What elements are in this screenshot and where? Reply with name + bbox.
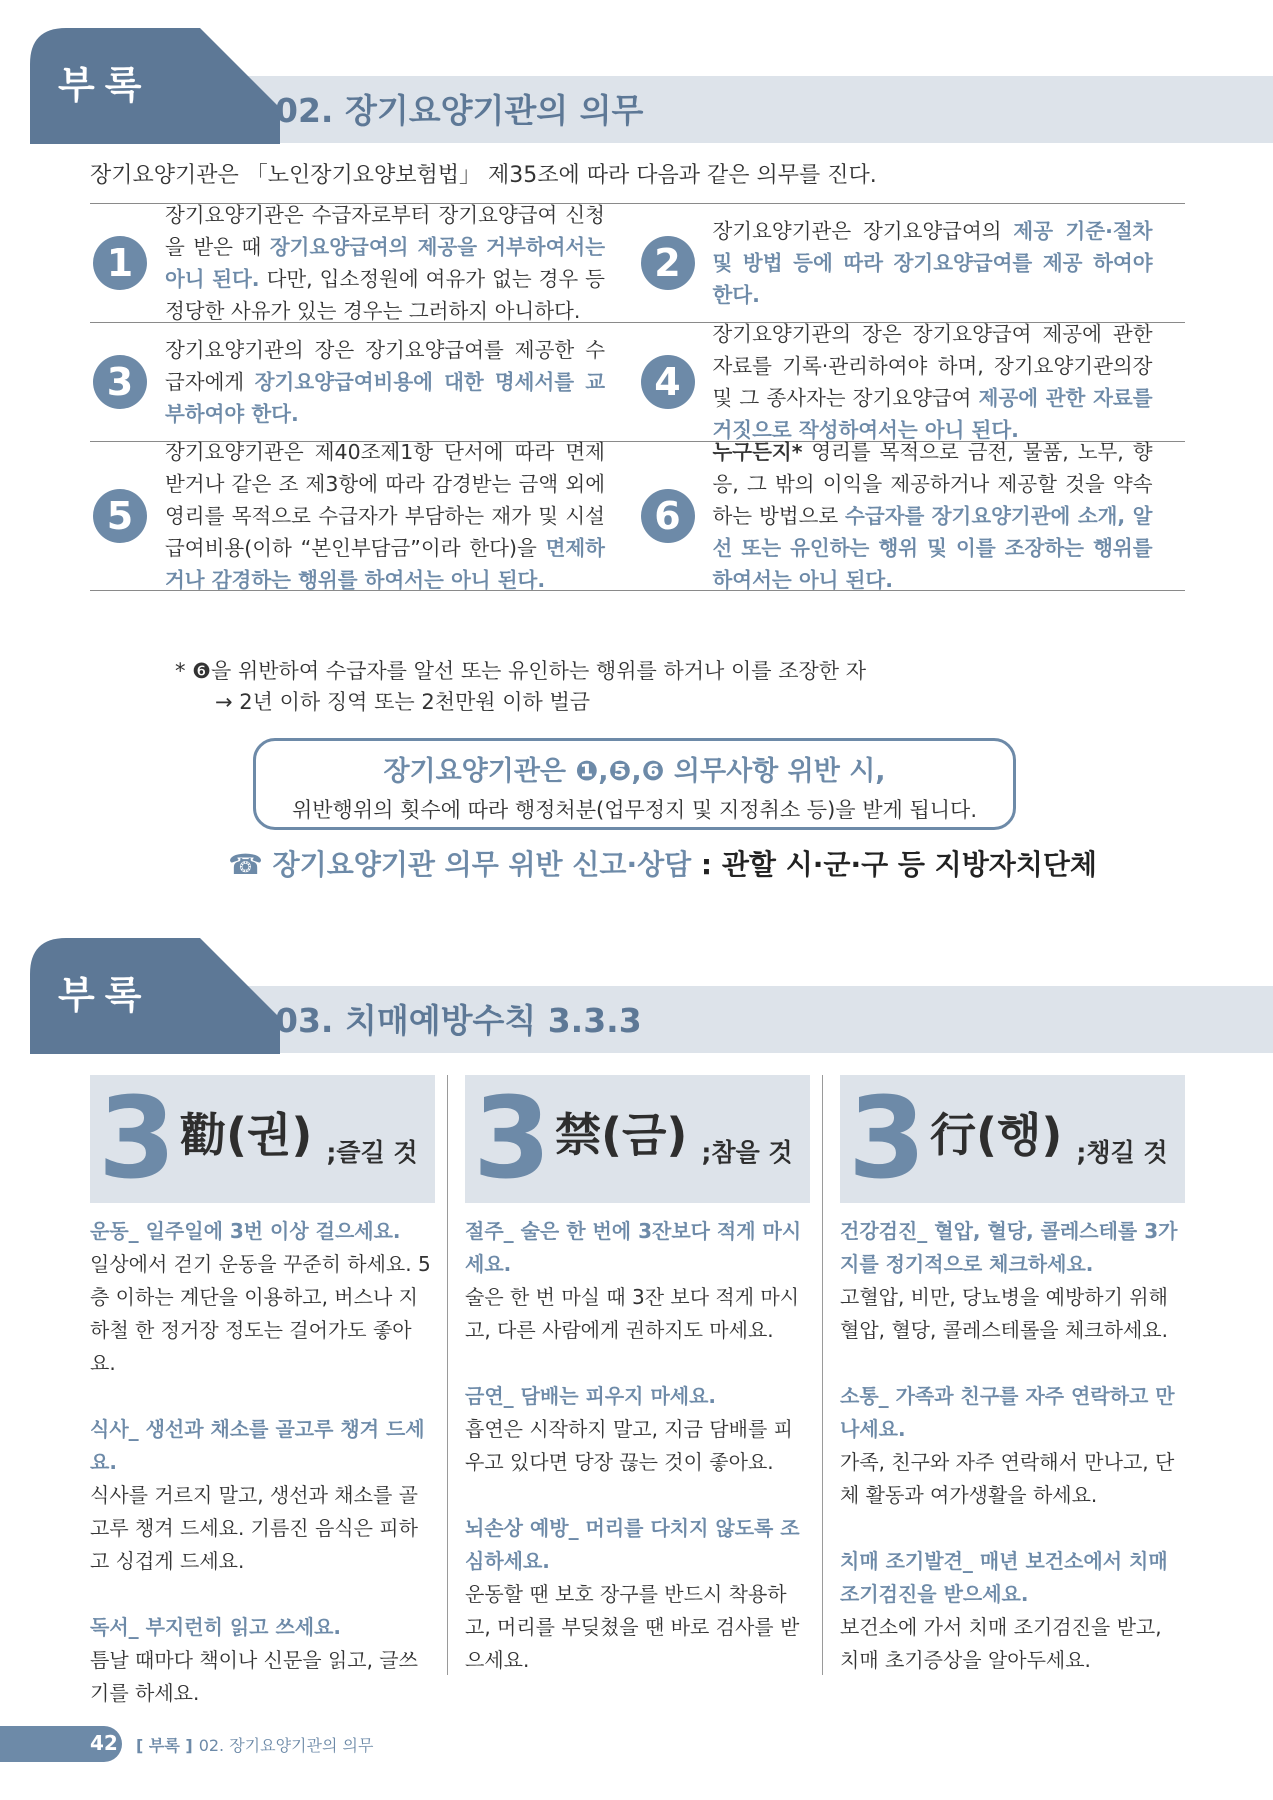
duty-row bbox=[90, 441, 1185, 591]
duty-item bbox=[638, 442, 1186, 590]
report-value: : 관할 시·군·구 등 지방자치단체 bbox=[691, 848, 1097, 881]
rule-column-body bbox=[840, 1203, 1185, 1677]
duty-text-part: 제공에 관한 자료를 거짓으로 작성하여서는 아니 된다. bbox=[712, 386, 1153, 442]
duty-text bbox=[165, 334, 605, 430]
rule-meaning: ;챙길 것 bbox=[1076, 1138, 1168, 1167]
duty-text-part: 다만, 입소정원에 여유가 없는 경우 등 정당한 사유가 있는 경우는 그러하지 아니하다. bbox=[165, 267, 605, 323]
duty-text-part: 장기요양급여비용에 대한 명세서를 교부하여야 한다. bbox=[165, 370, 605, 426]
callout-line2: 위반행위의 횟수에 따라 행정처분(업무정지 및 지정취소 등)을 받게 됩니다. bbox=[291, 798, 978, 822]
penalty-note-line1: * ❻을 위반하여 수급자를 알선 또는 유인하는 행위를 하거나 이를 조장한 자 bbox=[175, 659, 867, 683]
rule-column-header bbox=[90, 1075, 435, 1203]
rule-item-title: 소통_ 가족과 친구를 자주 연락하고 만나세요. bbox=[840, 1384, 1175, 1441]
rule-item bbox=[465, 1215, 810, 1347]
section-header-duties bbox=[0, 28, 1273, 148]
rule-item bbox=[90, 1611, 435, 1710]
rule-item-text: 식사를 거르지 말고, 생선과 채소를 골고루 챙겨 드세요. 기름진 음식은 피하고 싱겁게 드세요. bbox=[90, 1483, 418, 1573]
appendix-tab-label: 부록 bbox=[58, 973, 152, 1017]
duty-number-badge: 6 bbox=[641, 489, 695, 543]
rule-item bbox=[840, 1545, 1185, 1677]
rule-item-text: 흡연은 시작하지 말고, 지금 담배를 피우고 있다면 당장 끊는 것이 좋아요. bbox=[465, 1417, 793, 1474]
section-header-dementia bbox=[0, 938, 1273, 1058]
duty-item bbox=[638, 323, 1186, 441]
footer-section: 02. 장기요양기관의 의무 bbox=[198, 1736, 374, 1755]
rule-item-title: 금연_ 담배는 피우지 마세요. bbox=[465, 1384, 717, 1408]
rule-item-title: 운동_ 일주일에 3번 이상 걸으세요. bbox=[90, 1219, 401, 1243]
duty-text bbox=[713, 436, 1153, 596]
rule-item-title: 뇌손상 예방_ 머리를 다치지 않도록 조심하세요. bbox=[465, 1516, 800, 1573]
duty-item bbox=[90, 442, 638, 590]
rule-count: 3 bbox=[98, 1074, 176, 1204]
rule-item-text: 운동할 땐 보호 장구를 반드시 착용하고, 머리를 부딪쳤을 땐 바로 검사를 받으세요. bbox=[465, 1582, 800, 1672]
duty-number-badge: 1 bbox=[93, 236, 147, 290]
rule-count: 3 bbox=[848, 1074, 926, 1204]
rule-item-text: 일상에서 걷기 운동을 꾸준히 하세요. 5층 이하는 계단을 이용하고, 버스나 지하철 한 정거장 정도는 걸어가도 좋아요. bbox=[90, 1252, 431, 1375]
duty-text-part: 면제하거나 감경하는 행위를 하여서는 아니 된다. bbox=[165, 536, 605, 592]
duty-text-part: 장기요양기관의 장은 장기요양급여를 제공한 수급자에게 bbox=[165, 338, 605, 394]
duty-text bbox=[713, 215, 1153, 311]
rule-item bbox=[465, 1512, 810, 1677]
rule-item-title: 건강검진_ 혈압, 혈당, 콜레스테롤 3가지를 정기적으로 체크하세요. bbox=[840, 1219, 1178, 1276]
report-contact bbox=[228, 843, 1097, 883]
duty-text-part: 장기요양급여의 제공을 거부하여서는 아니 된다. bbox=[165, 235, 605, 291]
duty-text-part: 영리를 목적으로 금전, 물품, 노무, 향응, 그 밖의 이익을 제공하거나 제공할 것을 약속하는 방법으로 bbox=[712, 440, 1153, 528]
footer-text bbox=[136, 1733, 373, 1756]
duty-item bbox=[638, 204, 1186, 322]
page-footer bbox=[0, 1726, 1273, 1762]
rule-item-title: 독서_ 부지런히 읽고 쓰세요. bbox=[90, 1615, 342, 1639]
duty-row bbox=[90, 322, 1185, 441]
duty-item bbox=[90, 204, 638, 322]
duty-text-part: 제공 기준·절차 및 방법 등에 따라 장기요양급여를 제공 하여야 한다. bbox=[712, 219, 1153, 307]
rule-item-text: 틈날 때마다 책이나 신문을 읽고, 글쓰기를 하세요. bbox=[90, 1648, 418, 1705]
rule-column bbox=[465, 1075, 810, 1690]
section-title: 03. 치매예방수칙 3.3.3 bbox=[275, 1001, 642, 1040]
duty-item bbox=[90, 323, 638, 441]
rule-item bbox=[90, 1215, 435, 1380]
rule-item-title: 식사_ 생선과 채소를 골고루 챙겨 드세요. bbox=[90, 1417, 425, 1474]
callout-line1: 장기요양기관은 ❶,❺,❻ 의무사항 위반 시, bbox=[383, 756, 886, 787]
rule-column-header bbox=[465, 1075, 810, 1203]
rule-item bbox=[840, 1215, 1185, 1347]
dementia-rules-columns bbox=[90, 1074, 1185, 1705]
rule-column-body bbox=[90, 1203, 435, 1710]
rule-count: 3 bbox=[473, 1074, 551, 1204]
footer-tag: [ 부록 ] bbox=[136, 1736, 193, 1755]
rule-hanja: 禁(금) bbox=[554, 1108, 688, 1162]
appendix-tab-label: 부록 bbox=[58, 63, 152, 107]
intro-text: 장기요양기관은 「노인장기요양보험법」 제35조에 따라 다음과 같은 의무를 진다. bbox=[90, 163, 877, 188]
report-label: ☎ 장기요양기관 의무 위반 신고·상담 bbox=[228, 848, 692, 881]
duty-number-badge: 4 bbox=[641, 355, 695, 409]
rule-hanja: 行(행) bbox=[929, 1108, 1063, 1162]
duty-number-badge: 2 bbox=[641, 236, 695, 290]
violation-callout bbox=[253, 738, 1016, 830]
rule-item-title: 절주_ 술은 한 번에 3잔보다 적게 마시세요. bbox=[465, 1219, 802, 1276]
rule-item-text: 술은 한 번 마실 때 3잔 보다 적게 마시고, 다른 사람에게 권하지도 마세요. bbox=[465, 1285, 800, 1342]
rule-meaning: ;즐길 것 bbox=[326, 1138, 418, 1167]
penalty-note bbox=[175, 656, 866, 718]
duty-text-part: 장기요양기관은 장기요양급여의 bbox=[712, 219, 1014, 243]
rule-hanja: 勸(권) bbox=[179, 1108, 313, 1162]
page-number: 42 bbox=[90, 1731, 118, 1755]
rule-item-text: 가족, 친구와 자주 연락해서 만나고, 단체 활동과 여가생활을 하세요. bbox=[840, 1450, 1175, 1507]
rule-column bbox=[840, 1075, 1185, 1690]
rule-column-body bbox=[465, 1203, 810, 1677]
duty-row bbox=[90, 203, 1185, 322]
rule-item-title: 치매 조기발견_ 매년 보건소에서 치매 조기검진을 받으세요. bbox=[840, 1549, 1168, 1606]
rule-item-text: 보건소에 가서 치매 조기검진을 받고, 치매 초기증상을 알아두세요. bbox=[840, 1615, 1162, 1672]
section-title: 02. 장기요양기관의 의무 bbox=[275, 91, 644, 130]
duty-text-part: 장기요양기관은 제40조제1항 단서에 따라 면제받거나 같은 조 제3항에 따라 감경받는 금액 외에 영리를 목적으로 수급자가 부담하는 재가 및 시설 급여비용(이하 “본인부담금”이라 한다)을 bbox=[165, 440, 605, 560]
rule-column bbox=[90, 1074, 435, 1705]
penalty-note-line2: → 2년 이하 징역 또는 2천만원 이하 벌금 bbox=[215, 690, 591, 714]
rule-column-header bbox=[840, 1075, 1185, 1203]
duty-text-part: 장기요양기관은 수급자로부터 장기요양급여 신청을 받은 때 bbox=[165, 203, 605, 259]
duty-text-part: 장기요양기관의 장은 장기요양급여 제공에 관한 자료를 기록·관리하여야 하며, 장기요양기관의장 및 그 종사자는 장기요양급여 bbox=[712, 322, 1153, 410]
rule-item bbox=[90, 1413, 435, 1578]
duty-text bbox=[165, 436, 605, 596]
duties-table bbox=[90, 203, 1185, 591]
rule-item bbox=[465, 1380, 810, 1479]
duty-number-badge: 5 bbox=[93, 489, 147, 543]
rule-meaning: ;참을 것 bbox=[701, 1138, 793, 1167]
duty-text bbox=[165, 199, 605, 327]
duty-text-part: 누구든지* bbox=[712, 440, 803, 464]
duty-text bbox=[713, 318, 1153, 446]
duty-text-part: 수급자를 장기요양기관에 소개, 알선 또는 유인하는 행위 및 이를 조장하는 행위를 하여서는 아니 된다. bbox=[712, 504, 1153, 592]
rule-item bbox=[840, 1380, 1185, 1512]
duty-number-badge: 3 bbox=[93, 355, 147, 409]
rule-item-text: 고혈압, 비만, 당뇨병을 예방하기 위해 혈압, 혈당, 콜레스테롤을 체크하세요. bbox=[840, 1285, 1168, 1342]
